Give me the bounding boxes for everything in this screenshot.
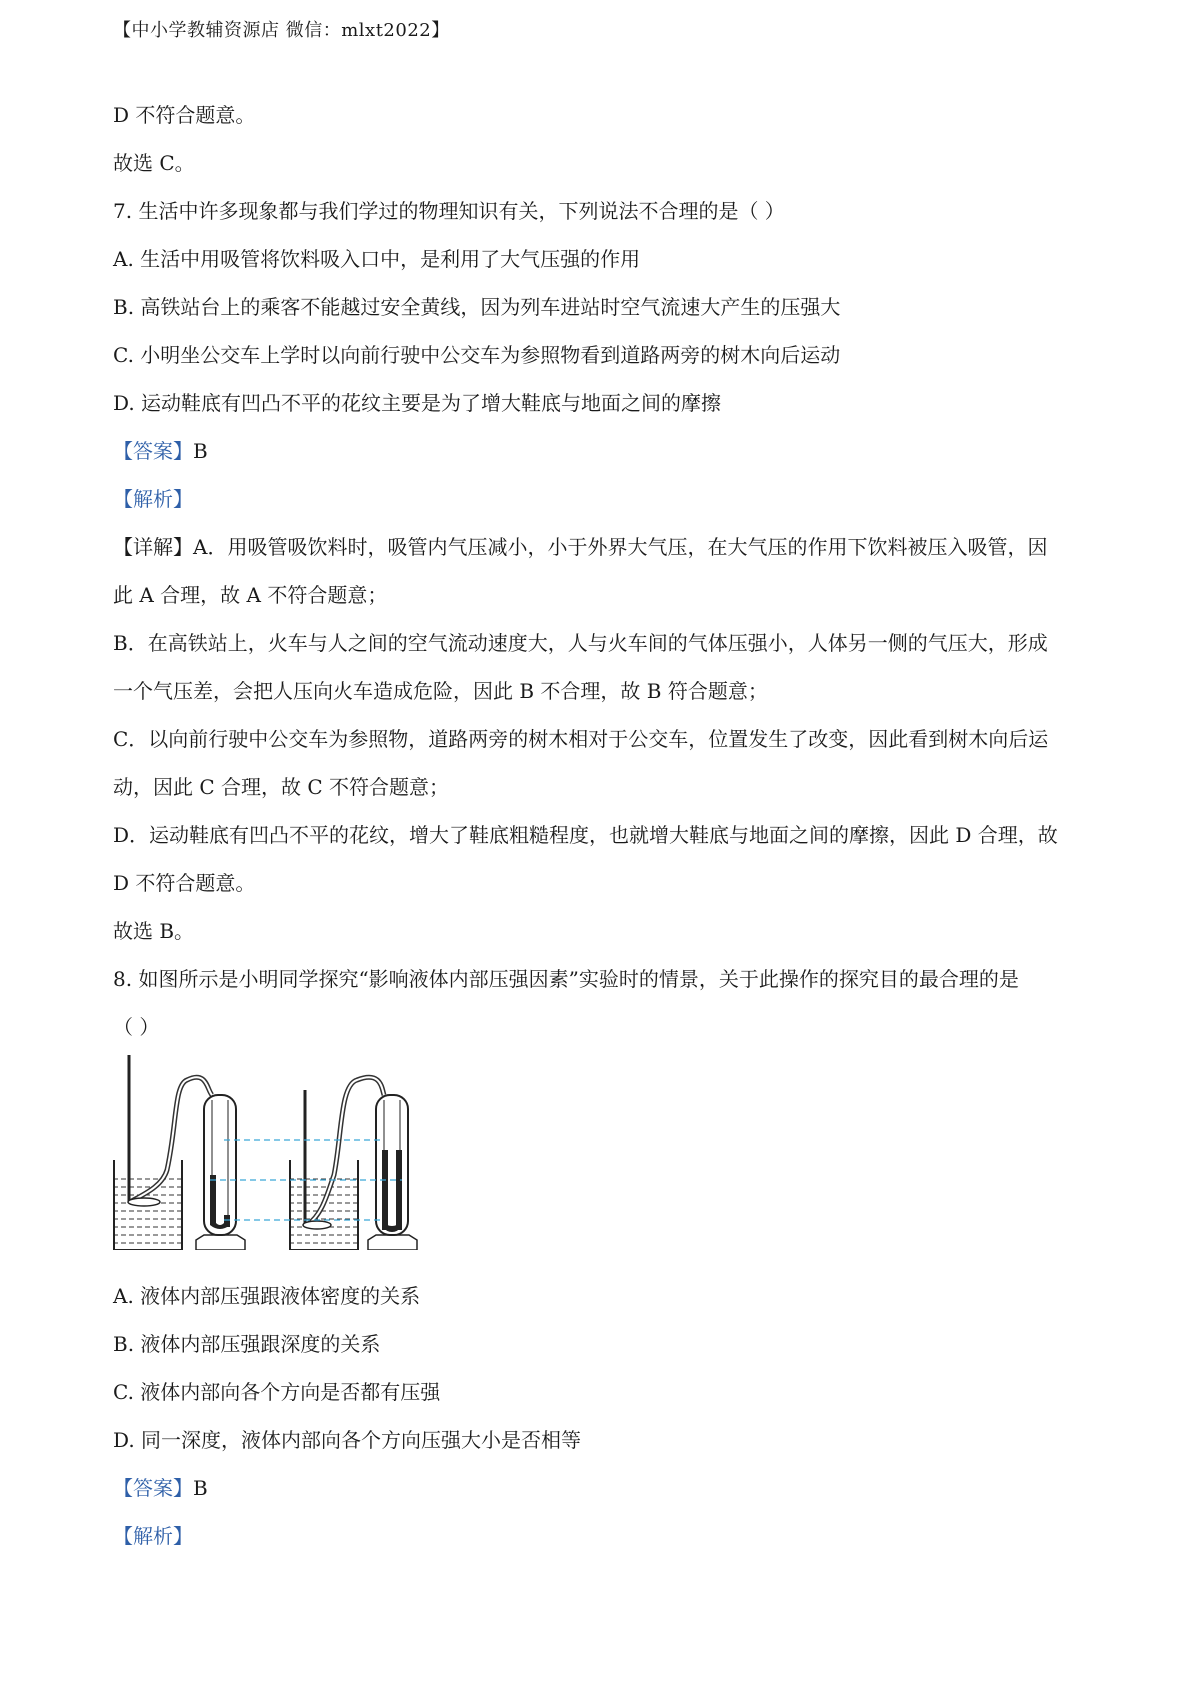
q7-option-a: A. 生活中用吸管将饮料吸入口中，是利用了大气压强的作用 — [113, 247, 641, 271]
analysis-tag: 【解析】 — [113, 487, 193, 511]
detail-b-line2: 一个气压差，会把人压向火车造成危险，因此 B 不合理，故 B 符合题意； — [113, 679, 768, 703]
pressure-experiment-figure — [112, 1055, 462, 1250]
q7-answer-line — [113, 438, 208, 464]
q8-analysis-tag: 【解析】 — [113, 1524, 193, 1548]
right-probe — [303, 1221, 331, 1229]
detail-tag: 【详解】 — [113, 535, 193, 559]
answer-tag: 【答案】 — [113, 439, 193, 463]
left-setup — [114, 1055, 245, 1250]
right-stand — [368, 1235, 417, 1250]
detail-a-line2: 此 A 合理，故 A 不符合题意； — [113, 583, 388, 607]
q8-bracket: （ ） — [113, 1015, 160, 1039]
left-water — [115, 1178, 181, 1249]
q7-option-b: B. 高铁站台上的乘客不能越过安全黄线，因为列车进站时空气流速大产生的压强大 — [113, 295, 841, 319]
answer-value: B — [193, 439, 208, 463]
page-header: 【中小学教辅资源店 微信：mlxt2022】 — [113, 20, 450, 41]
left-stand — [196, 1235, 245, 1250]
q8-option-c: C. 液体内部向各个方向是否都有压强 — [113, 1380, 441, 1404]
q8-answer-tag: 【答案】 — [113, 1476, 193, 1500]
q7-option-c: C. 小明坐公交车上学时以向前行驶中公交车为参照物看到道路两旁的树木向后运动 — [113, 343, 841, 367]
detail-b-line1: B．在高铁站上，火车与人之间的空气流动速度大，人与火车间的气体压强小，人体另一侧的气压大，形成 — [113, 631, 1048, 655]
q7-conclusion: 故选 B。 — [113, 919, 195, 943]
detail-a-line1 — [113, 534, 1047, 560]
q8-stem: 8. 如图所示是小明同学探究“影响液体内部压强因素”实验时的情景，关于此操作的探究目的最合理的是 — [113, 967, 1019, 991]
detail-d-line2: D 不符合题意。 — [113, 871, 256, 895]
left-manometer — [204, 1095, 236, 1235]
detail-a1-text: A．用吸管吸饮料时，吸管内气压减小，小于外界大气压，在大气压的作用下饮料被压入吸管，因 — [193, 535, 1048, 559]
left-probe — [128, 1198, 160, 1206]
right-setup — [290, 1077, 417, 1250]
prev-conclusion: 故选 C。 — [113, 151, 195, 175]
right-water — [291, 1178, 357, 1249]
q7-stem: 7. 生活中许多现象都与我们学过的物理知识有关，下列说法不合理的是（ ） — [113, 199, 785, 223]
right-liquid-right — [396, 1150, 402, 1230]
detail-c-line2: 动，因此 C 合理，故 C 不符合题意； — [113, 775, 450, 799]
right-manometer — [376, 1095, 408, 1235]
prev-d-line: D 不符合题意。 — [113, 103, 256, 127]
detail-d-line1: D．运动鞋底有凹凸不平的花纹，增大了鞋底粗糙程度，也就增大鞋底与地面之间的摩擦，因此 D 合理，故 — [113, 823, 1058, 847]
q8-option-a: A. 液体内部压强跟液体密度的关系 — [113, 1284, 421, 1308]
q8-option-b: B. 液体内部压强跟深度的关系 — [113, 1332, 381, 1356]
q8-answer-line — [113, 1475, 208, 1501]
right-liquid-left — [382, 1150, 388, 1230]
q8-answer-value: B — [193, 1476, 208, 1500]
q7-option-d: D. 运动鞋底有凹凸不平的花纹主要是为了增大鞋底与地面之间的摩擦 — [113, 391, 722, 415]
detail-c-line1: C．以向前行驶中公交车为参照物，道路两旁的树木相对于公交车，位置发生了改变，因此看到树木向后运 — [113, 727, 1049, 751]
q8-option-d: D. 同一深度，液体内部向各个方向压强大小是否相等 — [113, 1428, 582, 1452]
